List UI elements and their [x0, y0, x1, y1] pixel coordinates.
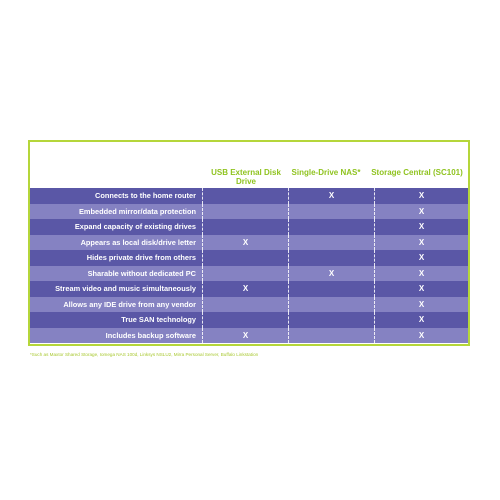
table-row: [30, 219, 468, 235]
cell-nas: [288, 297, 374, 313]
cell-usb: [202, 204, 288, 220]
table-row: [30, 188, 468, 204]
cell-nas: [288, 219, 374, 235]
cell-sc: X: [374, 188, 468, 204]
cell-usb: [202, 250, 288, 266]
feature-label: Stream video and music simultaneously: [55, 284, 196, 294]
cell-usb: [202, 219, 288, 235]
cell-nas: X: [288, 266, 374, 282]
cell-sc: X: [374, 235, 468, 251]
cell-usb: [202, 297, 288, 313]
cell-sc: X: [374, 312, 468, 328]
cell-usb: [202, 312, 288, 328]
table-row: [30, 297, 468, 313]
cell-nas: X: [288, 188, 374, 204]
cell-sc: X: [374, 204, 468, 220]
feature-label: Expand capacity of existing drives: [74, 222, 196, 232]
cell-sc: X: [374, 297, 468, 313]
footnote: *Such as Maxtor Shared Storage, Iomega NAS 100d, Linksys NSLU2, Mirra Personal Server, Buffalo Linkstation: [30, 352, 259, 357]
cell-sc: X: [374, 250, 468, 266]
column-header-nas: Single-Drive NAS*: [291, 168, 361, 177]
cell-nas: [288, 328, 374, 344]
cell-nas: [288, 250, 374, 266]
feature-label: Hides private drive from others: [86, 253, 196, 263]
feature-label: Includes backup software: [105, 330, 196, 340]
column-header-storage-central: Storage Central (SC101): [371, 168, 463, 177]
cell-usb: X: [202, 281, 288, 297]
cell-nas: [288, 281, 374, 297]
table-body: [30, 188, 468, 343]
cell-nas: [288, 312, 374, 328]
table-row: [30, 266, 468, 282]
table-row: [30, 235, 468, 251]
cell-sc: X: [374, 266, 468, 282]
cell-sc: X: [374, 219, 468, 235]
feature-label: Appears as local disk/drive letter: [80, 237, 196, 247]
feature-label: True SAN technology: [121, 315, 196, 325]
comparison-table: [28, 140, 470, 346]
table-header: [30, 142, 468, 188]
feature-label: Embedded mirror/data protection: [78, 206, 196, 216]
feature-label: Allows any IDE drive from any vendor: [63, 299, 196, 309]
cell-nas: [288, 235, 374, 251]
table-row: [30, 281, 468, 297]
table-row: [30, 328, 468, 344]
feature-label: Connects to the home router: [94, 191, 196, 201]
cell-sc: X: [374, 281, 468, 297]
table-row: [30, 250, 468, 266]
table-row: [30, 312, 468, 328]
cell-nas: [288, 204, 374, 220]
cell-sc: X: [374, 328, 468, 344]
cell-usb: [202, 266, 288, 282]
cell-usb: [202, 188, 288, 204]
table-row: [30, 204, 468, 220]
cell-usb: X: [202, 235, 288, 251]
feature-label: Sharable without dedicated PC: [87, 268, 196, 278]
cell-usb: X: [202, 328, 288, 344]
column-header-usb: USB External Disk Drive: [211, 168, 281, 186]
